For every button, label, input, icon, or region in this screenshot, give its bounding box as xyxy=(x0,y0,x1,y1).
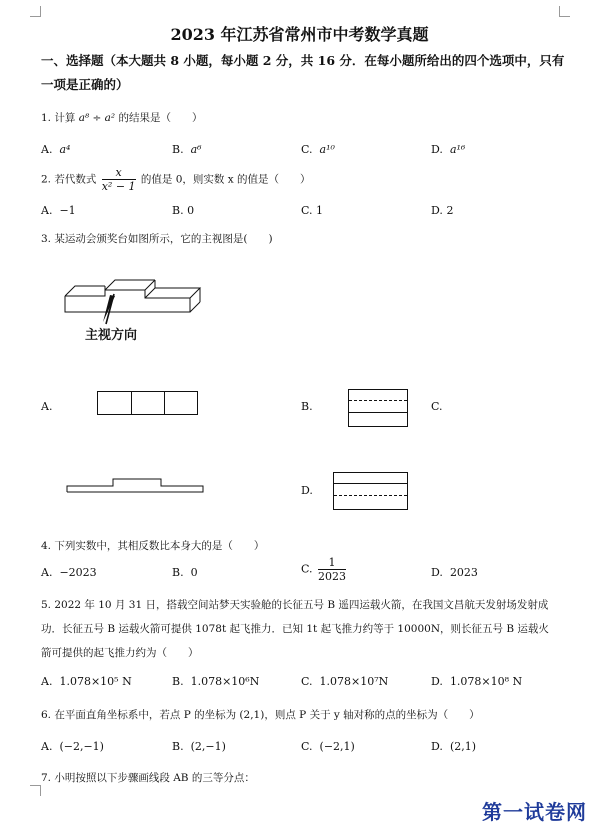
q2-numerator: x xyxy=(102,166,136,180)
q2-option-d: D. 2 xyxy=(431,204,454,217)
q2-option-a: A. −1 xyxy=(41,204,76,217)
crop-mark-top-left xyxy=(30,6,41,17)
q4-option-d: D. 2023 xyxy=(431,566,478,579)
question-1 xyxy=(41,110,202,125)
q3-option-d-label: D. xyxy=(301,484,313,497)
q4-option-c-fraction: $\frac{1}{2023}$ xyxy=(318,556,347,583)
question-3: 3. 某运动会颁奖台如图所示，它的主视图是( ) xyxy=(41,233,273,245)
q5-option-d: D. 1.078×10⁸ N xyxy=(431,675,523,688)
page-title: 2023 年江苏省常州市中考数学真题 xyxy=(170,25,429,44)
q3-option-c-label: C. xyxy=(431,400,443,413)
question-5-line3: 箭可提供的起飞推力约为（ ） xyxy=(41,647,199,659)
crop-mark-top-right xyxy=(559,6,570,17)
q6-option-b: B. (2,−1) xyxy=(172,740,226,753)
q3-option-b-figure xyxy=(348,389,408,427)
q6-option-a: A. (−2,−1) xyxy=(41,740,104,753)
q3-option-d-figure xyxy=(333,472,408,510)
watermark-logo: 第一试卷网 xyxy=(482,800,587,824)
q1-option-d: D. a¹⁶ xyxy=(431,143,466,156)
q3-option-c-figure xyxy=(66,474,206,494)
q4-option-a: A. −2023 xyxy=(41,566,97,579)
q4-option-b: B. 0 xyxy=(172,566,198,579)
question-2 xyxy=(41,166,311,193)
q4-option-c: C. $\frac{1}{2023}$ xyxy=(301,556,347,583)
view-direction-label: 主视方向 xyxy=(85,328,138,343)
q2-fraction xyxy=(102,166,136,193)
question-5-line2: 功．长征五号 B 运载火箭可提供 1078t 起飞推力．已知 1t 起飞推力约等于 10000N，则长征五号 B 运载火 xyxy=(41,623,549,635)
q2-prefix: 2. 若代数式 xyxy=(41,173,97,186)
q3-option-b-label: B. xyxy=(301,400,313,413)
q1-suffix: 的结果是（ ） xyxy=(118,112,203,124)
q1-option-b: B. a⁶ xyxy=(172,143,202,156)
question-5-line1: 5. 2022 年 10 月 31 日，搭载空间站梦天实验舱的长征五号 B 遥四运载火箭，在我国文昌航天发射场发射成 xyxy=(41,599,549,611)
q3-option-a-figure xyxy=(97,391,198,415)
q2-denominator: x² − 1 xyxy=(101,180,136,193)
question-4: 4. 下列实数中，其相反数比本身大的是（ ） xyxy=(41,540,265,552)
q3-option-a-label: A. xyxy=(41,400,53,413)
q2-suffix: 的值是 0，则实数 x 的值是（ ） xyxy=(140,173,311,186)
q2-option-c: C. 1 xyxy=(301,204,324,217)
podium-3d-figure xyxy=(60,270,210,350)
q1-option-a: A. a⁴ xyxy=(41,143,71,156)
q5-option-a: A. 1.078×10⁵ N xyxy=(41,675,132,688)
q1-option-c: C. a¹⁰ xyxy=(301,143,335,156)
q1-expression: a⁸ ÷ a² xyxy=(78,112,116,124)
question-6: 6. 在平面直角坐标系中，若点 P 的坐标为 (2,1)，则点 P 关于 y 轴对称的点的坐标为（ ） xyxy=(41,709,480,721)
q6-option-c: C. (−2,1) xyxy=(301,740,355,753)
q6-option-d: D. (2,1) xyxy=(431,740,477,753)
section-heading-line1: 一、选择题（本大题共 8 小题，每小题 2 分，共 16 分．在每小题所给出的四个选项中，只有 xyxy=(41,53,565,68)
q5-option-c: C. 1.078×10⁷N xyxy=(301,675,389,688)
crop-mark-bottom-left xyxy=(30,785,41,796)
section-heading-line2: 一项是正确的） xyxy=(41,77,129,92)
q5-option-b: B. 1.078×10⁶N xyxy=(172,675,260,688)
question-7: 7. 小明按照以下步骤画线段 AB 的三等分点： xyxy=(41,772,255,784)
q2-option-b: B. 0 xyxy=(172,204,195,217)
q1-prefix: 1. 计算 xyxy=(41,112,76,124)
